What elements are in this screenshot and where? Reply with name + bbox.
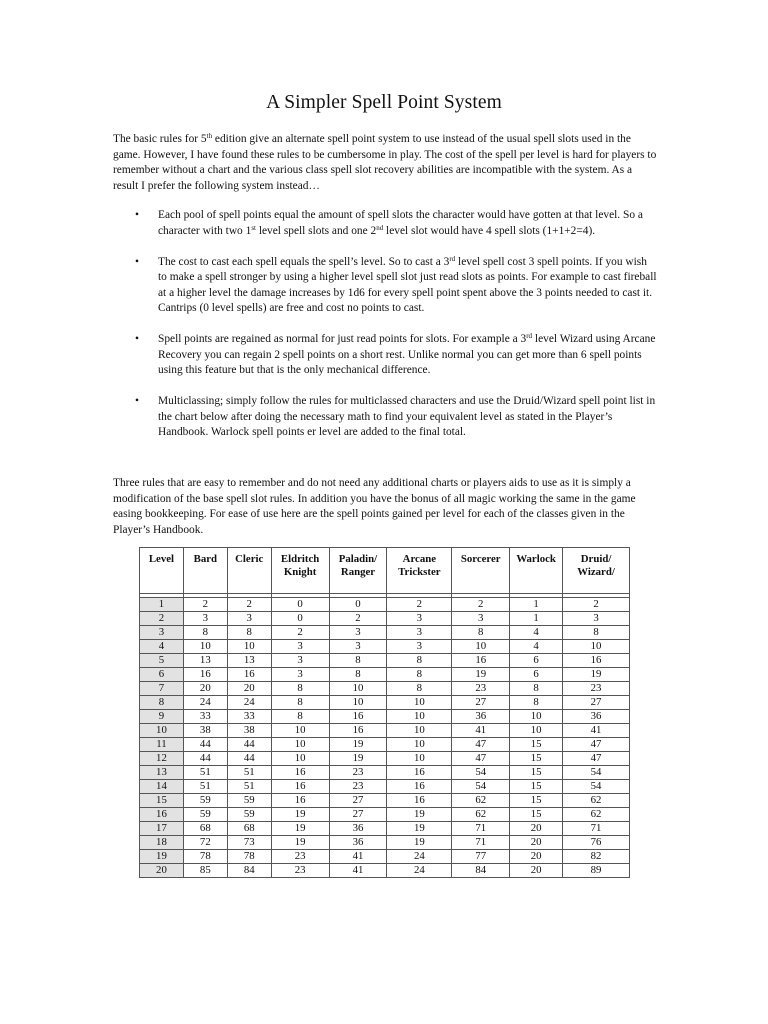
table-cell: 68 [227,822,271,836]
table-cell: 15 [510,780,563,794]
table-row [140,738,630,752]
table-cell: 16 [387,780,452,794]
table-cell: 38 [183,724,227,738]
level-cell: 8 [140,696,184,710]
table-cell: 0 [271,612,329,626]
table-cell: 62 [563,794,630,808]
table-row [140,766,630,780]
table-row [140,794,630,808]
table-cell: 19 [329,752,387,766]
intro-paragraph: The basic rules for 5th edition give an alternate spell point system to use instead of the usual spell slots used in the game. However, I have found these rules to be cumbersome in play. The cost of the spell per level is hard for players to remember without a chart and the various class spell slot recovery abilities are incompatible with the system. As a result I prefer the following system instead… [113,132,657,192]
table-cell: 10 [329,682,387,696]
table-cell: 3 [183,612,227,626]
list-item: • Multiclassing; simply follow the rules for multiclassed characters and use the Druid/Wizard spell point list in the chart below after doing the necessary math to find your equivalent level as stated in the Player’s Handbook. Warlock spell points er level are added to the final total. [135,395,656,438]
table-cell: 10 [387,738,452,752]
table-cell: 76 [563,836,630,850]
table-cell: 19 [387,808,452,822]
table-cell: 41 [563,724,630,738]
table-cell: 59 [227,794,271,808]
table-cell: 10 [387,724,452,738]
table-cell: 19 [271,822,329,836]
table-cell: 62 [452,794,510,808]
table-row [140,836,630,850]
level-cell: 12 [140,752,184,766]
table-cell: 10 [387,696,452,710]
level-cell: 15 [140,794,184,808]
table-cell: 2 [329,612,387,626]
table-cell: 16 [271,766,329,780]
table-row [140,640,630,654]
bullet-icon: • [135,333,139,345]
table-cell: 3 [329,640,387,654]
table-cell: 59 [183,808,227,822]
table-cell: 16 [183,668,227,682]
level-cell: 2 [140,612,184,626]
table-row [140,696,630,710]
table-cell: 36 [452,710,510,724]
table-cell: 62 [563,808,630,822]
table-cell: 8 [387,654,452,668]
table-cell: 13 [227,654,271,668]
table-cell: 23 [563,682,630,696]
table-cell: 16 [227,668,271,682]
column-header: Level [140,548,184,594]
closing-paragraph: Three rules that are easy to remember and do not need any additional charts or players aids to use as it is simply a modification of the base spell slot rules. In addition you have the bonus of all magic working the same in the game easing bookkeeping. For ease of use here are the spell points gained per level for each of the classes given in the Player’s Handbook. [113,477,636,536]
table-cell: 19 [387,836,452,850]
level-cell: 17 [140,822,184,836]
table-cell: 3 [271,668,329,682]
table-cell: 54 [563,766,630,780]
table-cell: 20 [510,836,563,850]
table-cell: 15 [510,752,563,766]
table-cell: 15 [510,766,563,780]
table-cell: 23 [329,766,387,780]
table-cell: 16 [563,654,630,668]
table-cell: 19 [329,738,387,752]
table-cell: 78 [183,850,227,864]
table-cell: 44 [227,738,271,752]
table-cell: 59 [227,808,271,822]
table-cell: 47 [452,738,510,752]
table-cell: 4 [510,640,563,654]
table-cell: 10 [271,752,329,766]
table-cell: 54 [452,780,510,794]
table-cell: 20 [510,822,563,836]
table-cell: 6 [510,654,563,668]
table-cell: 41 [452,724,510,738]
table-cell: 2 [183,598,227,612]
level-cell: 4 [140,640,184,654]
column-header: Sorcerer [452,548,510,594]
table-cell: 54 [563,780,630,794]
column-header: Paladin/ Ranger [329,548,387,594]
table-row [140,724,630,738]
table-cell: 3 [387,612,452,626]
table-cell: 20 [510,850,563,864]
table-cell: 8 [387,668,452,682]
table-cell: 2 [227,598,271,612]
table-cell: 44 [183,752,227,766]
column-header: Druid/ Wizard/ [563,548,630,594]
table-cell: 8 [510,682,563,696]
table-cell: 33 [183,710,227,724]
table-cell: 85 [183,864,227,878]
list-item: • Each pool of spell points equal the amount of spell slots the character would have gotten at that level. So a character with two 1st level spell slots and one 2nd level slot would have 4 spell slots (1+1+2=4). [135,209,643,237]
table-cell: 44 [183,738,227,752]
table-cell: 71 [452,836,510,850]
table-cell: 10 [271,724,329,738]
table-cell: 47 [563,752,630,766]
table-cell: 0 [271,598,329,612]
table-cell: 23 [452,682,510,696]
table-cell: 47 [452,752,510,766]
table-cell: 8 [271,682,329,696]
table-cell: 44 [227,752,271,766]
table-cell: 8 [387,682,452,696]
bullet-icon: • [135,395,139,407]
table-cell: 89 [563,864,630,878]
table-cell: 41 [329,850,387,864]
table-cell: 10 [563,640,630,654]
table-cell: 8 [183,626,227,640]
table-cell: 16 [329,724,387,738]
table-cell: 10 [271,738,329,752]
table-row [140,654,630,668]
table-row [140,850,630,864]
table-cell: 24 [387,864,452,878]
page-title: A Simpler Spell Point System [266,92,502,113]
level-cell: 18 [140,836,184,850]
table-cell: 16 [452,654,510,668]
table-cell: 8 [452,626,510,640]
table-cell: 3 [271,654,329,668]
table-cell: 73 [227,836,271,850]
table-cell: 13 [183,654,227,668]
column-header: Eldritch Knight [271,548,329,594]
table-cell: 1 [510,598,563,612]
table-row [140,626,630,640]
table-cell: 3 [227,612,271,626]
table-cell: 8 [227,626,271,640]
table-cell: 2 [387,598,452,612]
table-cell: 10 [510,724,563,738]
level-cell: 20 [140,864,184,878]
table-cell: 24 [183,696,227,710]
table-row [140,598,630,612]
level-cell: 7 [140,682,184,696]
table-cell: 27 [329,808,387,822]
table-cell: 2 [563,598,630,612]
table-cell: 20 [183,682,227,696]
table-cell: 3 [387,626,452,640]
table-cell: 10 [329,696,387,710]
table-cell: 19 [452,668,510,682]
bullet-icon: • [135,255,139,268]
table-cell: 19 [271,808,329,822]
table-cell: 8 [271,710,329,724]
level-cell: 9 [140,710,184,724]
table-cell: 19 [563,668,630,682]
table-cell: 54 [452,766,510,780]
table-cell: 10 [510,710,563,724]
table-cell: 8 [510,696,563,710]
table-cell: 84 [452,864,510,878]
table-cell: 10 [387,752,452,766]
table-cell: 20 [227,682,271,696]
table-row [140,668,630,682]
table-cell: 71 [452,822,510,836]
table-cell: 16 [387,794,452,808]
table-cell: 16 [271,794,329,808]
table-cell: 8 [563,626,630,640]
table-cell: 51 [183,766,227,780]
table-row [140,682,630,696]
table-cell: 19 [387,822,452,836]
table-cell: 10 [387,710,452,724]
table-cell: 6 [510,668,563,682]
table-cell: 27 [452,696,510,710]
level-cell: 6 [140,668,184,682]
level-cell: 16 [140,808,184,822]
table-cell: 27 [329,794,387,808]
table-cell: 36 [563,710,630,724]
table-cell: 19 [271,836,329,850]
level-cell: 10 [140,724,184,738]
table-row [140,864,630,878]
column-header: Bard [183,548,227,594]
table-cell: 23 [271,864,329,878]
rules-list [113,208,658,456]
table-row [140,752,630,766]
list-item: • The cost to cast each spell equals the spell’s level. So to cast a 3rd level spell cost 3 spell points. If you wish to make a spell stronger by using a higher level spell slot just read slots as points. For example to cast fireball at a higher level the damage increases by 1d6 for every spell point spent above the 3 points needed to cast it. Cantrips (0 level spells) are free and cost no points to cast. [135,254,657,314]
table-cell: 15 [510,738,563,752]
table-cell: 78 [227,850,271,864]
column-header: Arcane Trickster [387,548,452,594]
table-cell: 24 [387,850,452,864]
table-cell: 2 [452,598,510,612]
level-cell: 14 [140,780,184,794]
table-cell: 84 [227,864,271,878]
table-header-row [140,548,630,594]
table-cell: 62 [452,808,510,822]
table-cell: 71 [563,822,630,836]
level-cell: 11 [140,738,184,752]
table-cell: 77 [452,850,510,864]
table-cell: 36 [329,822,387,836]
bullet-icon: • [135,209,139,221]
table-cell: 0 [329,598,387,612]
list-item: • Spell points are regained as normal for just read points for slots. For example a 3rd level Wizard using Arcane Recovery you can regain 2 spell points on a short rest. Unlike normal you can get more than 6 spell points using this feature but that is the only mechanical difference. [135,332,656,376]
table-cell: 51 [183,780,227,794]
table-cell: 3 [387,640,452,654]
table-cell: 20 [510,864,563,878]
table-cell: 8 [329,654,387,668]
level-cell: 13 [140,766,184,780]
table-cell: 3 [452,612,510,626]
table-cell: 3 [271,640,329,654]
table-cell: 27 [563,696,630,710]
table-cell: 33 [227,710,271,724]
table-cell: 24 [227,696,271,710]
table-cell: 36 [329,836,387,850]
table-cell: 72 [183,836,227,850]
table-cell: 8 [329,668,387,682]
table-cell: 3 [563,612,630,626]
table-cell: 59 [183,794,227,808]
table-row [140,808,630,822]
level-cell: 3 [140,626,184,640]
table-cell: 16 [387,766,452,780]
table-cell: 38 [227,724,271,738]
table-row [140,780,630,794]
level-cell: 1 [140,598,184,612]
column-header: Cleric [227,548,271,594]
table-cell: 4 [510,626,563,640]
column-header: Warlock [510,548,563,594]
table-cell: 10 [227,640,271,654]
table-cell: 82 [563,850,630,864]
level-cell: 5 [140,654,184,668]
table-cell: 23 [329,780,387,794]
table-cell: 10 [452,640,510,654]
level-cell: 19 [140,850,184,864]
table-cell: 47 [563,738,630,752]
table-row [140,710,630,724]
table-cell: 10 [183,640,227,654]
table-row [140,612,630,626]
table-cell: 1 [510,612,563,626]
table-cell: 51 [227,766,271,780]
table-cell: 51 [227,780,271,794]
table-cell: 15 [510,808,563,822]
table-cell: 15 [510,794,563,808]
table-row [140,822,630,836]
table-cell: 16 [271,780,329,794]
table-cell: 2 [271,626,329,640]
table-cell: 3 [329,626,387,640]
table-cell: 23 [271,850,329,864]
table-cell: 8 [271,696,329,710]
table-cell: 41 [329,864,387,878]
spell-points-table [139,547,630,878]
table-cell: 16 [329,710,387,724]
table-cell: 68 [183,822,227,836]
